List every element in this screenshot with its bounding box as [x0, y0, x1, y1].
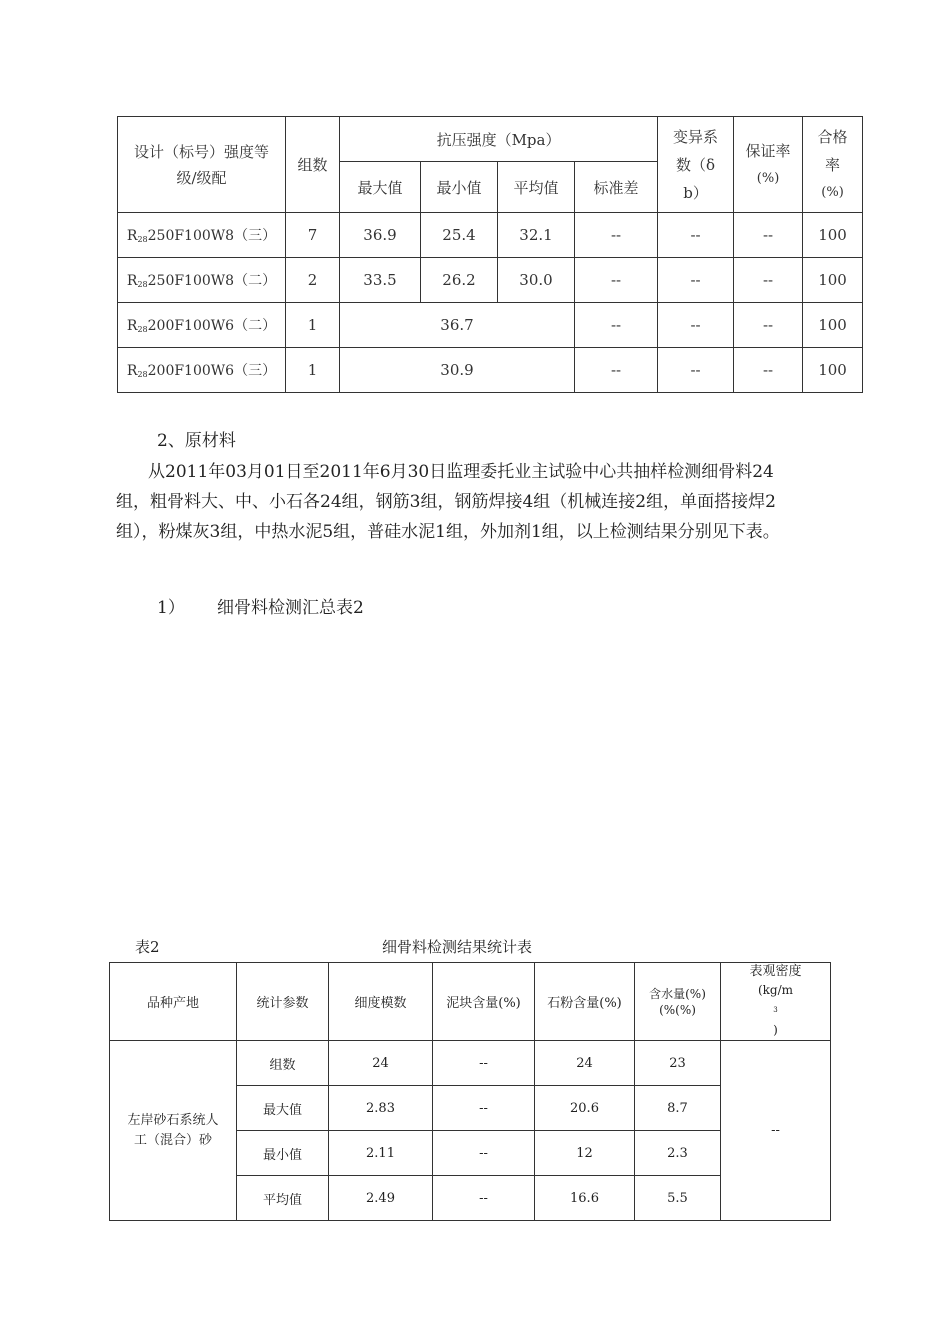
header-guarantee-line: (%): [756, 170, 780, 186]
pass-cell: 100: [803, 213, 863, 258]
water-cell: 2.3: [635, 1131, 721, 1176]
table-row: [118, 303, 863, 348]
std-cell: --: [575, 303, 658, 348]
groups-cell: 2: [286, 258, 340, 303]
header-water: [635, 963, 721, 1041]
avg-cell: 30.0: [498, 258, 575, 303]
list-item-text: 细骨料检测汇总表2: [217, 598, 364, 618]
cv-cell: --: [658, 348, 734, 393]
grade-cell: [118, 258, 286, 303]
fineness-cell: 2.11: [329, 1131, 433, 1176]
groups-cell: 1: [286, 348, 340, 393]
header-std: 标准差: [575, 162, 658, 213]
strength-table: [117, 116, 863, 393]
list-item: [157, 593, 557, 623]
header-design-grade: 设计（标号）强度等级/级配: [118, 117, 286, 213]
grade-cell: [118, 213, 286, 258]
header-cv-line: 数（δ: [676, 155, 716, 174]
pass-cell: 100: [803, 258, 863, 303]
fineness-cell: 2.49: [329, 1176, 433, 1221]
density-unit-sup: 3: [773, 1006, 778, 1014]
header-pass-line: 合格: [817, 127, 848, 146]
clay-cell: --: [433, 1131, 535, 1176]
param-cell: 最大值: [237, 1086, 329, 1131]
param-cell: 平均值: [237, 1176, 329, 1221]
max-cell: 36.9: [340, 213, 421, 258]
density-unit: (kg/m: [757, 983, 794, 997]
grade-prefix: R: [126, 318, 138, 334]
header-guarantee-line: 保证率: [745, 141, 791, 160]
header-groups: 组数: [286, 117, 340, 213]
table-row: [118, 213, 863, 258]
powder-cell: 24: [535, 1041, 635, 1086]
grade-prefix: R: [126, 228, 138, 244]
strength-value-cell: 30.9: [340, 348, 575, 393]
density-cell: --: [721, 1041, 831, 1221]
header-density: [721, 963, 831, 1041]
header-param: 统计参数: [237, 963, 329, 1041]
grade-subscript: 28: [137, 370, 148, 379]
header-variation-coefficient: [658, 117, 734, 213]
strength-value-cell: 36.7: [340, 303, 575, 348]
grade-cell: [118, 348, 286, 393]
header-pass-line: (%): [821, 184, 844, 200]
fine-aggregate-table: [109, 962, 831, 1221]
header-pass-line: 率: [825, 155, 841, 174]
table-caption-label: 表2: [135, 938, 160, 956]
water-cell: 5.5: [635, 1176, 721, 1221]
header-guarantee-rate: [734, 117, 803, 213]
powder-cell: 20.6: [535, 1086, 635, 1131]
grade-prefix: R: [126, 363, 138, 379]
grade-cell: [118, 303, 286, 348]
std-cell: --: [575, 258, 658, 303]
grade-subscript: 28: [137, 235, 148, 244]
grade-text: 250F100W8（三）: [147, 228, 277, 244]
header-powder: 石粉含量(%): [535, 963, 635, 1041]
header-compressive-strength: 抗压强度（Mpa）: [340, 117, 658, 162]
table-row: [118, 348, 863, 393]
header-water-line: 含水量(%): [649, 986, 706, 1001]
header-water-line: (%(%): [659, 1002, 696, 1017]
groups-cell: 7: [286, 213, 340, 258]
grade-subscript: 28: [137, 280, 148, 289]
header-min: 最小值: [421, 162, 498, 213]
powder-cell: 12: [535, 1131, 635, 1176]
param-cell: 组数: [237, 1041, 329, 1086]
min-cell: 25.4: [421, 213, 498, 258]
grade-text: 250F100W8（二）: [147, 273, 277, 289]
grade-subscript: 28: [137, 325, 148, 334]
fineness-cell: 2.83: [329, 1086, 433, 1131]
std-cell: --: [575, 213, 658, 258]
guarantee-cell: --: [734, 213, 803, 258]
table-caption-title: 细骨料检测结果统计表: [382, 938, 533, 956]
header-fineness: 细度模数: [329, 963, 433, 1041]
avg-cell: 32.1: [498, 213, 575, 258]
variety-cell: [110, 1041, 237, 1221]
grade-prefix: R: [126, 273, 138, 289]
header-density-line: 表观密度: [749, 964, 802, 979]
header-variety: 品种产地: [110, 963, 237, 1041]
grade-text: 200F100W6（三）: [147, 363, 277, 379]
table-row: [118, 258, 863, 303]
table-row: [110, 1041, 831, 1086]
header-density-unit-line: [721, 980, 830, 1040]
cv-cell: --: [658, 258, 734, 303]
variety-line: 工（混合）砂: [133, 1132, 212, 1148]
header-cv-line: b）: [683, 183, 708, 202]
header-cv-line: 变异系: [673, 127, 719, 146]
section-heading: 2、原材料: [157, 431, 236, 451]
powder-cell: 16.6: [535, 1176, 635, 1221]
clay-cell: --: [433, 1086, 535, 1131]
list-item-number: 1）: [157, 598, 185, 618]
density-unit-close: ): [773, 1023, 778, 1037]
groups-cell: 1: [286, 303, 340, 348]
guarantee-cell: --: [734, 303, 803, 348]
guarantee-cell: --: [734, 258, 803, 303]
water-cell: 8.7: [635, 1086, 721, 1131]
header-avg: 平均值: [498, 162, 575, 213]
clay-cell: --: [433, 1041, 535, 1086]
cv-cell: --: [658, 213, 734, 258]
pass-cell: 100: [803, 303, 863, 348]
pass-cell: 100: [803, 348, 863, 393]
std-cell: --: [575, 348, 658, 393]
header-max: 最大值: [340, 162, 421, 213]
header-pass-rate: [803, 117, 863, 213]
fineness-cell: 24: [329, 1041, 433, 1086]
body-paragraph: 从2011年03月01日至2011年6月30日监理委托业主试验中心共抽样检测细骨料24组，粗骨料大、中、小石各24组，钢筋3组，钢筋焊接4组（机械连接2组，单面搭接焊2组），粉煤灰3组，中热水泥5组，普硅水泥1组，外加剂1组，以上检测结果分别见下表。: [116, 462, 780, 542]
header-clay: 泥块含量(%): [433, 963, 535, 1041]
variety-line: 左岸砂石系统人: [127, 1112, 219, 1128]
clay-cell: --: [433, 1176, 535, 1221]
water-cell: 23: [635, 1041, 721, 1086]
max-cell: 33.5: [340, 258, 421, 303]
guarantee-cell: --: [734, 348, 803, 393]
param-cell: 最小值: [237, 1131, 329, 1176]
grade-text: 200F100W6（二）: [147, 318, 277, 334]
cv-cell: --: [658, 303, 734, 348]
min-cell: 26.2: [421, 258, 498, 303]
